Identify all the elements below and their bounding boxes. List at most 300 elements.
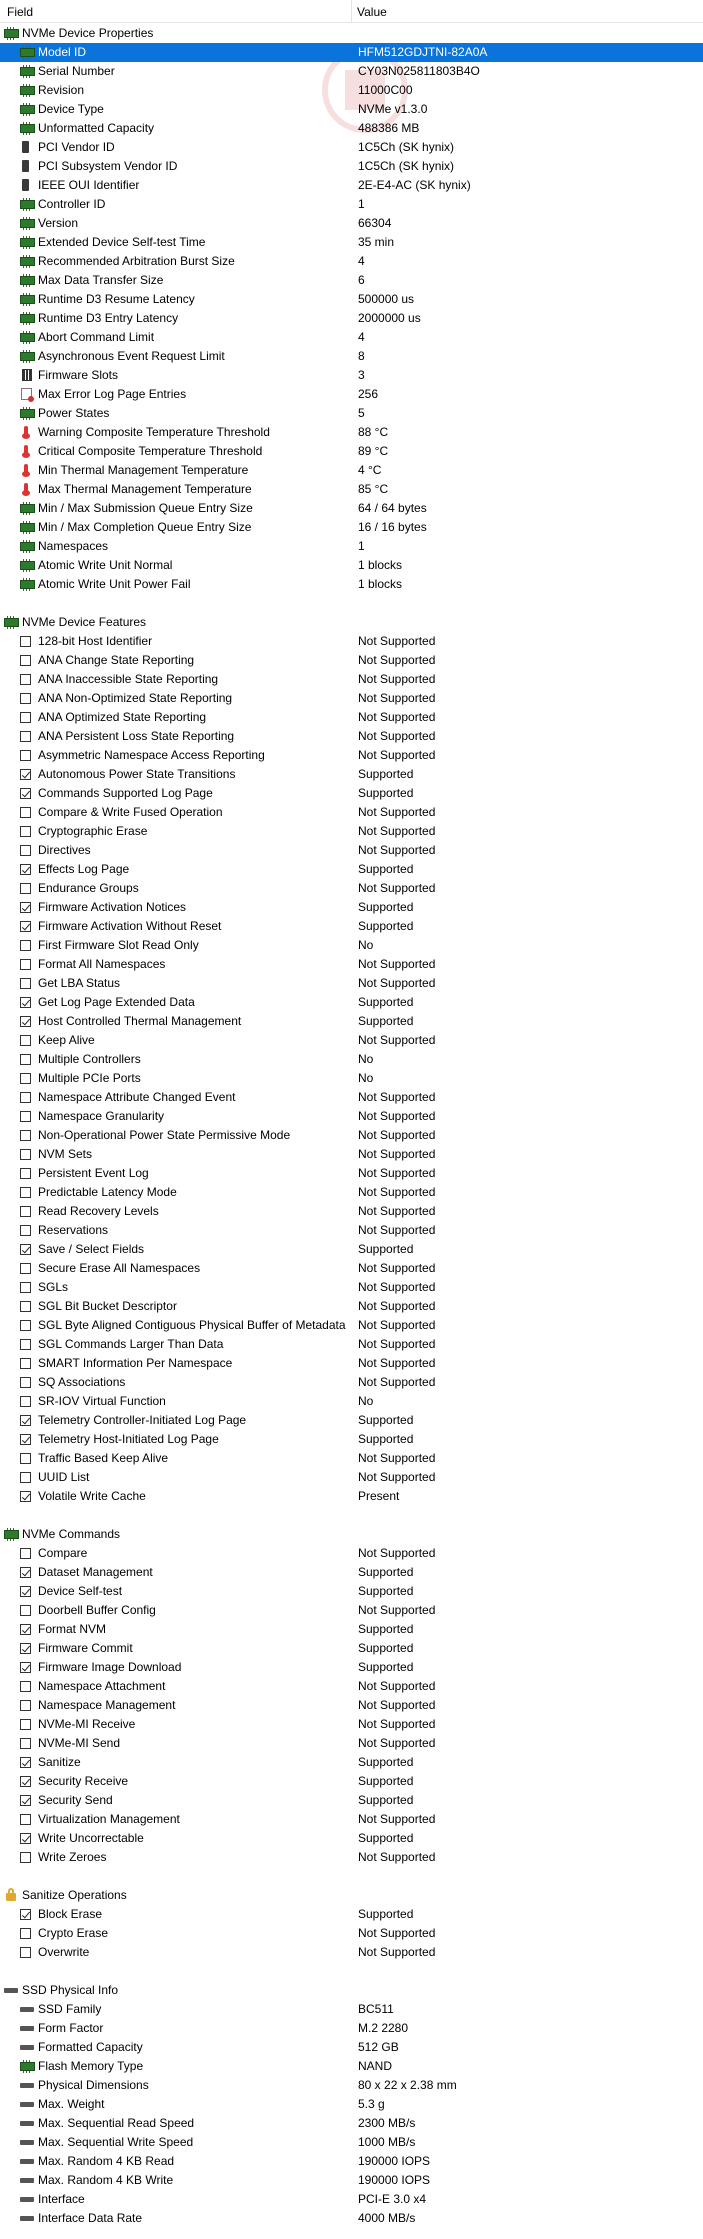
field-label: Format NVM <box>38 1622 107 1636</box>
list-item[interactable] <box>0 271 703 290</box>
list-item[interactable] <box>0 1449 703 1468</box>
checkbox <box>20 1168 31 1179</box>
field-label: Overwrite <box>38 1945 90 1959</box>
field-label: PCI Subsystem Vendor ID <box>38 159 178 173</box>
list-item[interactable] <box>0 1126 703 1145</box>
field-value: Supported <box>358 1641 414 1655</box>
list-item[interactable] <box>0 784 703 803</box>
list-item[interactable] <box>0 442 703 461</box>
field-label: Namespace Attachment <box>38 1679 166 1693</box>
list-item[interactable] <box>0 1905 703 1924</box>
field-label: Firmware Slots <box>38 368 119 382</box>
list-item[interactable] <box>0 1639 703 1658</box>
chip-icon <box>20 409 35 418</box>
list-item[interactable] <box>0 1848 703 1867</box>
chip-icon <box>20 276 35 285</box>
group-header[interactable] <box>0 24 703 43</box>
list-item[interactable] <box>0 499 703 518</box>
field-value: Not Supported <box>358 1698 436 1712</box>
field-label: NVMe-MI Send <box>38 1736 121 1750</box>
field-value: BC511 <box>358 2002 394 2016</box>
field-label: Asynchronous Event Request Limit <box>38 349 225 363</box>
checkbox <box>20 1852 31 1863</box>
list-item[interactable] <box>0 328 703 347</box>
log-icon <box>21 388 32 400</box>
field-value: Supported <box>358 1014 414 1028</box>
list-item[interactable] <box>0 1069 703 1088</box>
list-item[interactable] <box>0 1601 703 1620</box>
field-label: ANA Change State Reporting <box>38 653 195 667</box>
list-item[interactable] <box>0 1829 703 1848</box>
field-label: Cryptographic Erase <box>38 824 148 838</box>
list-item[interactable] <box>0 1924 703 1943</box>
field-label: SGL Bit Bucket Descriptor <box>38 1299 177 1313</box>
checkbox <box>20 902 31 913</box>
list-item[interactable] <box>0 1031 703 1050</box>
chip-icon <box>20 105 35 114</box>
field-value: 5.3 g <box>358 2097 385 2111</box>
lock-icon <box>6 1893 16 1901</box>
list-item[interactable] <box>0 1335 703 1354</box>
checkbox <box>20 864 31 875</box>
list-item[interactable] <box>0 708 703 727</box>
field-label: Atomic Write Unit Normal <box>38 558 173 572</box>
thermometer-icon <box>24 426 28 436</box>
field-value: Not Supported <box>358 1546 436 1560</box>
list-item[interactable] <box>0 309 703 328</box>
checkbox <box>20 1814 31 1825</box>
field-value: 4 °C <box>358 463 382 477</box>
field-label: Firmware Commit <box>38 1641 133 1655</box>
field-value: 80 x 22 x 2.38 mm <box>358 2078 457 2092</box>
field-label: Get LBA Status <box>38 976 121 990</box>
list-item[interactable] <box>0 632 703 651</box>
checkbox <box>20 1377 31 1388</box>
list-item[interactable] <box>0 556 703 575</box>
field-value: Not Supported <box>358 1147 436 1161</box>
list-item[interactable] <box>0 1544 703 1563</box>
list-item[interactable] <box>0 252 703 271</box>
field-value: 1 blocks <box>358 577 403 591</box>
list-item[interactable] <box>0 1221 703 1240</box>
checkbox <box>20 1434 31 1445</box>
chip-icon <box>20 2062 35 2071</box>
ssd-icon <box>20 2140 34 2145</box>
field-value: Supported <box>358 1242 414 1256</box>
field-value: Not Supported <box>358 1090 436 1104</box>
list-item[interactable] <box>0 2209 703 2228</box>
list-item[interactable] <box>0 157 703 176</box>
group-title: NVMe Device Properties <box>22 26 154 40</box>
list-item[interactable] <box>0 936 703 955</box>
checkbox <box>20 845 31 856</box>
list-item[interactable] <box>0 1620 703 1639</box>
checkbox <box>20 1738 31 1749</box>
checkbox <box>20 1225 31 1236</box>
list-item[interactable] <box>0 1050 703 1069</box>
field-column-header[interactable]: Field <box>7 5 34 19</box>
list-item[interactable] <box>0 1354 703 1373</box>
list-item[interactable] <box>0 955 703 974</box>
list-item[interactable] <box>0 138 703 157</box>
list-item[interactable] <box>0 1373 703 1392</box>
list-item[interactable] <box>0 1810 703 1829</box>
field-value: Not Supported <box>358 976 436 990</box>
field-value: Not Supported <box>358 1717 436 1731</box>
list-item[interactable] <box>0 119 703 138</box>
list-item[interactable] <box>0 803 703 822</box>
list-item[interactable] <box>0 1259 703 1278</box>
field-value: Supported <box>358 1622 414 1636</box>
field-value: Supported <box>358 1565 414 1579</box>
list-item[interactable] <box>0 423 703 442</box>
checkbox <box>20 1244 31 1255</box>
checkbox <box>20 1567 31 1578</box>
list-item[interactable] <box>0 1582 703 1601</box>
field-value: 6 <box>358 273 365 287</box>
field-label: Recommended Arbitration Burst Size <box>38 254 235 268</box>
list-item[interactable] <box>0 1772 703 1791</box>
list-item[interactable] <box>0 898 703 917</box>
checkbox <box>20 693 31 704</box>
field-value: Supported <box>358 1413 414 1427</box>
field-label: Non-Operational Power State Permissive Mode <box>38 1128 291 1142</box>
list-item[interactable] <box>0 1240 703 1259</box>
list-item[interactable] <box>0 1563 703 1582</box>
list-item[interactable] <box>0 1487 703 1506</box>
list-item[interactable] <box>0 689 703 708</box>
field-label: Flash Memory Type <box>38 2059 144 2073</box>
list-item[interactable] <box>0 290 703 309</box>
list-item[interactable] <box>0 1791 703 1810</box>
field-value: Not Supported <box>358 1299 436 1313</box>
field-value: Supported <box>358 1584 414 1598</box>
checkbox <box>20 1624 31 1635</box>
checkbox <box>20 959 31 970</box>
field-value: Supported <box>358 862 414 876</box>
group-header[interactable] <box>0 613 703 632</box>
checkbox <box>20 1073 31 1084</box>
list-item[interactable] <box>0 2019 703 2038</box>
field-value: 1C5Ch (SK hynix) <box>358 159 455 173</box>
list-item[interactable] <box>0 2000 703 2019</box>
field-value: PCI-E 3.0 x4 <box>358 2192 427 2206</box>
list-item[interactable] <box>0 974 703 993</box>
list-item[interactable] <box>0 233 703 252</box>
list-item[interactable] <box>0 575 703 594</box>
field-value: Not Supported <box>358 1926 436 1940</box>
field-value: Not Supported <box>358 653 436 667</box>
ssd-icon <box>4 1988 18 1993</box>
field-label: ANA Persistent Loss State Reporting <box>38 729 235 743</box>
checkbox <box>20 1681 31 1692</box>
field-value: Not Supported <box>358 1166 436 1180</box>
list-item[interactable] <box>0 385 703 404</box>
field-label: Max. Sequential Read Speed <box>38 2116 195 2130</box>
ssd-icon <box>20 2007 34 2012</box>
field-value: 11000C00 <box>358 83 413 97</box>
list-item[interactable] <box>0 1468 703 1487</box>
field-value: Supported <box>358 1660 414 1674</box>
field-label: Crypto Erase <box>38 1926 109 1940</box>
field-label: Volatile Write Cache <box>38 1489 146 1503</box>
ssd-icon <box>20 2083 34 2088</box>
field-value: Not Supported <box>358 1451 436 1465</box>
field-label: Interface <box>38 2192 85 2206</box>
list-item[interactable] <box>0 1658 703 1677</box>
group-title: NVMe Device Features <box>22 615 147 629</box>
list-item[interactable] <box>0 651 703 670</box>
list-item[interactable] <box>0 404 703 423</box>
field-value: 256 <box>358 387 379 401</box>
chip-icon <box>20 48 35 57</box>
field-label: Min / Max Completion Queue Entry Size <box>38 520 252 534</box>
list-item[interactable] <box>0 1411 703 1430</box>
checkbox <box>20 826 31 837</box>
list-item[interactable] <box>0 2076 703 2095</box>
list-item[interactable] <box>0 195 703 214</box>
checkbox <box>20 1282 31 1293</box>
checkbox <box>20 1586 31 1597</box>
list-item[interactable] <box>0 1183 703 1202</box>
checkbox <box>20 1491 31 1502</box>
field-value: Supported <box>358 1432 414 1446</box>
field-label: Interface Data Rate <box>38 2211 143 2225</box>
list-item[interactable] <box>0 670 703 689</box>
list-item[interactable] <box>0 2190 703 2209</box>
field-label: PCI Vendor ID <box>38 140 115 154</box>
field-value: Not Supported <box>358 672 436 686</box>
field-label: NVMe-MI Receive <box>38 1717 136 1731</box>
field-value: Not Supported <box>358 748 436 762</box>
field-label: Namespace Management <box>38 1698 176 1712</box>
list-item[interactable] <box>0 1753 703 1772</box>
field-value: 64 / 64 bytes <box>358 501 427 515</box>
group-header[interactable] <box>0 1981 703 2000</box>
list-item[interactable] <box>0 2133 703 2152</box>
field-value: Not Supported <box>358 1356 436 1370</box>
field-value: Not Supported <box>358 710 436 724</box>
field-label: Write Uncorrectable <box>38 1831 144 1845</box>
checkbox <box>20 1833 31 1844</box>
field-value: NAND <box>358 2059 393 2073</box>
field-label: Traffic Based Keep Alive <box>38 1451 169 1465</box>
list-item[interactable] <box>0 1677 703 1696</box>
field-value: Supported <box>358 786 414 800</box>
column-divider[interactable] <box>351 0 352 22</box>
list-item[interactable] <box>0 518 703 537</box>
list-item[interactable] <box>0 1088 703 1107</box>
field-label: SSD Family <box>38 2002 102 2016</box>
list-item[interactable] <box>0 2114 703 2133</box>
field-value: HFM512GDJTNI-82A0A <box>358 45 488 59</box>
list-item[interactable] <box>0 480 703 499</box>
field-value: Not Supported <box>358 1812 436 1826</box>
field-value: Not Supported <box>358 1223 436 1237</box>
list-item[interactable] <box>0 214 703 233</box>
checkbox <box>20 1339 31 1350</box>
field-value: 1C5Ch (SK hynix) <box>358 140 455 154</box>
list-item[interactable] <box>0 1430 703 1449</box>
list-item[interactable] <box>0 2057 703 2076</box>
group-header[interactable] <box>0 1886 703 1905</box>
field-label: Effects Log Page <box>38 862 130 876</box>
checkbox <box>20 1358 31 1369</box>
group-title: Sanitize Operations <box>22 1888 127 1902</box>
list-item[interactable] <box>0 1145 703 1164</box>
field-value: No <box>358 1052 374 1066</box>
field-label: Form Factor <box>38 2021 104 2035</box>
list-item[interactable] <box>0 366 703 385</box>
checkbox <box>20 1054 31 1065</box>
field-value: Not Supported <box>358 1375 436 1389</box>
thermometer-icon <box>24 483 28 493</box>
field-value: Not Supported <box>358 634 436 648</box>
field-label: SGLs <box>38 1280 69 1294</box>
field-label: Extended Device Self-test Time <box>38 235 206 249</box>
field-label: Firmware Activation Notices <box>38 900 187 914</box>
list-item[interactable] <box>0 2095 703 2114</box>
field-label: Reservations <box>38 1223 109 1237</box>
field-label: Version <box>38 216 79 230</box>
field-value: Not Supported <box>358 1603 436 1617</box>
field-label: ANA Inaccessible State Reporting <box>38 672 219 686</box>
checkbox <box>20 1795 31 1806</box>
field-label: Min Thermal Management Temperature <box>38 463 249 477</box>
field-value: 1 <box>358 539 365 553</box>
list-item[interactable] <box>0 81 703 100</box>
field-label: Commands Supported Log Page <box>38 786 213 800</box>
list-item[interactable] <box>0 879 703 898</box>
field-label: Endurance Groups <box>38 881 139 895</box>
field-label: Max. Random 4 KB Write <box>38 2173 174 2187</box>
field-value: Not Supported <box>358 805 436 819</box>
field-value: No <box>358 1394 374 1408</box>
field-value: Not Supported <box>358 1318 436 1332</box>
checkbox <box>20 1757 31 1768</box>
list-item[interactable] <box>0 43 703 62</box>
field-label: Compare <box>38 1546 88 1560</box>
field-value: NVMe v1.3.0 <box>358 102 428 116</box>
field-label: Namespaces <box>38 539 109 553</box>
field-value: Not Supported <box>358 691 436 705</box>
field-label: Device Self-test <box>38 1584 123 1598</box>
list-item[interactable] <box>0 822 703 841</box>
field-value: 4000 MB/s <box>358 2211 416 2225</box>
list-item[interactable] <box>0 1278 703 1297</box>
field-label: Dataset Management <box>38 1565 153 1579</box>
field-label: Sanitize <box>38 1755 81 1769</box>
list-item[interactable] <box>0 461 703 480</box>
list-item[interactable] <box>0 1943 703 1962</box>
list-item[interactable] <box>0 860 703 879</box>
checkbox <box>20 1320 31 1331</box>
pci-card-icon <box>22 141 29 153</box>
field-label: Security Receive <box>38 1774 129 1788</box>
list-item[interactable] <box>0 62 703 81</box>
field-value: 1 blocks <box>358 558 403 572</box>
group-title: SSD Physical Info <box>22 1983 119 1997</box>
thermometer-icon <box>24 464 28 474</box>
field-label: Predictable Latency Mode <box>38 1185 177 1199</box>
field-label: Save / Select Fields <box>38 1242 145 1256</box>
spacer-row <box>0 594 703 613</box>
field-value: Supported <box>358 919 414 933</box>
list-item[interactable] <box>0 176 703 195</box>
field-label: Max. Random 4 KB Read <box>38 2154 175 2168</box>
spacer-row <box>0 1506 703 1525</box>
list-item[interactable] <box>0 2152 703 2171</box>
field-value: 16 / 16 bytes <box>358 520 427 534</box>
ssd-icon <box>20 2045 34 2050</box>
list-item[interactable] <box>0 100 703 119</box>
field-value: Not Supported <box>358 1679 436 1693</box>
pci-card-icon <box>22 179 29 191</box>
column-header <box>0 0 703 23</box>
list-item[interactable] <box>0 1297 703 1316</box>
list-item[interactable] <box>0 746 703 765</box>
list-item[interactable] <box>0 1012 703 1031</box>
field-label: Namespace Attribute Changed Event <box>38 1090 236 1104</box>
field-label: Firmware Activation Without Reset <box>38 919 222 933</box>
field-value: 1 <box>358 197 365 211</box>
list-item[interactable] <box>0 1316 703 1335</box>
field-value: Not Supported <box>358 1470 436 1484</box>
ssd-icon <box>20 2197 34 2202</box>
field-value: Not Supported <box>358 1736 436 1750</box>
group-header[interactable] <box>0 1525 703 1544</box>
list-item[interactable] <box>0 1164 703 1183</box>
list-item[interactable] <box>0 347 703 366</box>
list-item[interactable] <box>0 765 703 784</box>
field-label: Get Log Page Extended Data <box>38 995 195 1009</box>
value-column-header[interactable]: Value <box>357 5 387 19</box>
chip-icon <box>20 86 35 95</box>
checkbox <box>20 1700 31 1711</box>
field-value: Not Supported <box>358 1945 436 1959</box>
list-item[interactable] <box>0 1696 703 1715</box>
field-value: Supported <box>358 995 414 1009</box>
field-label: Unformatted Capacity <box>38 121 155 135</box>
field-value: 35 min <box>358 235 395 249</box>
list-item[interactable] <box>0 1715 703 1734</box>
checkbox <box>20 1605 31 1616</box>
field-label: ANA Non-Optimized State Reporting <box>38 691 233 705</box>
list-item[interactable] <box>0 993 703 1012</box>
list-item[interactable] <box>0 1392 703 1411</box>
list-item[interactable] <box>0 1202 703 1221</box>
field-value: 2300 MB/s <box>358 2116 416 2130</box>
field-label: Block Erase <box>38 1907 103 1921</box>
checkbox <box>20 1111 31 1122</box>
list-item[interactable] <box>0 2171 703 2190</box>
field-value: 88 °C <box>358 425 389 439</box>
list-item[interactable] <box>0 917 703 936</box>
chip-icon <box>20 238 35 247</box>
list-item[interactable] <box>0 841 703 860</box>
list-item[interactable] <box>0 727 703 746</box>
list-item[interactable] <box>0 1734 703 1753</box>
device-property-list <box>0 24 703 2228</box>
checkbox <box>20 1472 31 1483</box>
list-item[interactable] <box>0 2038 703 2057</box>
checkbox <box>20 769 31 780</box>
field-label: NVM Sets <box>38 1147 93 1161</box>
list-item[interactable] <box>0 1107 703 1126</box>
field-value: 5 <box>358 406 365 420</box>
field-label: Telemetry Host-Initiated Log Page <box>38 1432 219 1446</box>
list-item[interactable] <box>0 537 703 556</box>
